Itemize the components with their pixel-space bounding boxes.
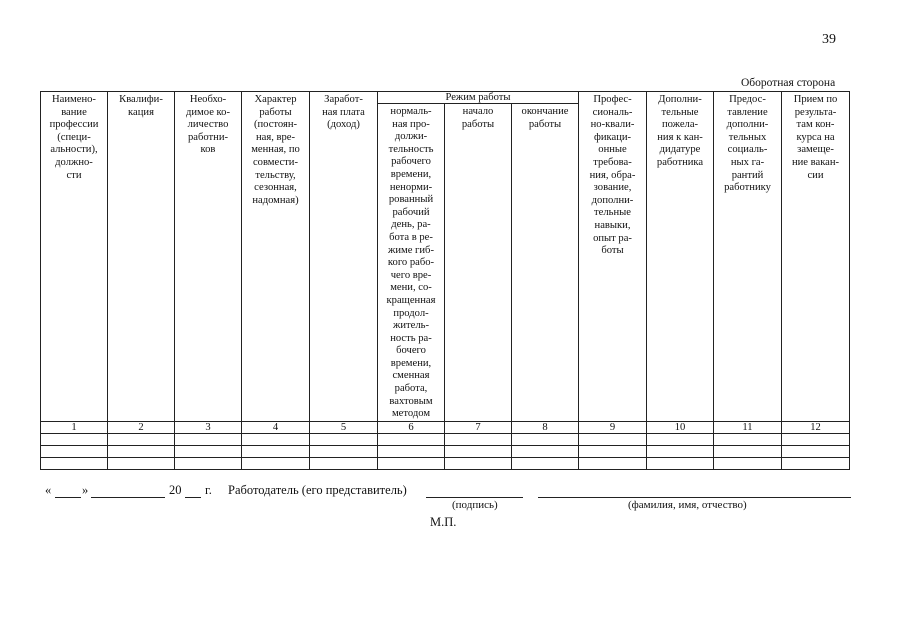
year-suffix: г. (205, 483, 212, 497)
date-year-field[interactable] (185, 497, 201, 498)
col-header-social-guarantees: Предос- тавление дополни- тельных социаль- ных га- рантий работнику (714, 92, 782, 422)
stamp-label: М.П. (430, 515, 457, 529)
column-number: 10 (647, 421, 714, 433)
column-number: 5 (310, 421, 378, 433)
year-prefix: 20 (169, 483, 182, 497)
col-header-competition-hiring: Прием по результа- там кон- курса на замеще- ние вакан- сии (782, 92, 850, 422)
col-header-required-count: Необхо- димое ко- личество работни- ков (175, 92, 242, 422)
column-number: 11 (714, 421, 782, 433)
column-number: 12 (782, 421, 850, 433)
col-header-requirements: Профес- сиональ- но-квали- фикаци- онные требова- ния, обра- зование, дополни- тельные навыки, опыт ра- боты (579, 92, 647, 422)
date-open-quote: « (45, 483, 52, 497)
column-numbers-row (41, 421, 850, 433)
col-header-profession: Наимено- вание профессии (специ- альности), должно- сти (41, 92, 108, 422)
col-header-start-time: начало работы (445, 104, 512, 422)
col-header-work-hours-mode: нормаль- ная про- должи- тельность рабочего времени, ненорми- рованный рабочий день, ра- бота в ре- жиме гиб- кого рабо- чего вре- мени, со- кращенная продол- житель- ность ра- бочего времени, сменная работа, вахтовым методом (378, 104, 445, 422)
reverse-side-label: Оборотная сторона (741, 77, 836, 89)
col-header-additional-wishes: Дополни- тельные пожела- ния к кан- дидатуре работника (647, 92, 714, 422)
column-number: 4 (242, 421, 310, 433)
signature-caption: (подпись) (452, 499, 498, 511)
col-header-salary: Заработ- ная плата (доход) (310, 92, 378, 422)
column-number: 7 (445, 421, 512, 433)
group-header-work-mode: Режим работы (378, 92, 579, 104)
table-row (41, 433, 850, 445)
column-number: 9 (579, 421, 647, 433)
signature-field[interactable] (426, 497, 523, 498)
employer-label: Работодатель (его представитель) (228, 483, 407, 497)
column-number: 1 (41, 421, 108, 433)
column-number: 8 (512, 421, 579, 433)
full-name-caption: (фамилия, имя, отчество) (628, 499, 747, 511)
date-month-field[interactable] (91, 497, 165, 498)
col-header-qualification: Квалифи- кация (108, 92, 175, 422)
vacancy-table (40, 91, 850, 470)
column-number: 2 (108, 421, 175, 433)
col-header-end-time: окончание работы (512, 104, 579, 422)
date-close-quote: » (82, 483, 89, 497)
table-row (41, 445, 850, 457)
date-day-field[interactable] (55, 497, 81, 498)
column-number: 6 (378, 421, 445, 433)
full-name-field[interactable] (538, 497, 851, 498)
col-header-work-type: Характер работы (постоян- ная, вре- менная, по совмести- тельству, сезонная, надомная) (242, 92, 310, 422)
table-row (41, 457, 850, 469)
page-number: 39 (822, 32, 836, 47)
column-number: 3 (175, 421, 242, 433)
